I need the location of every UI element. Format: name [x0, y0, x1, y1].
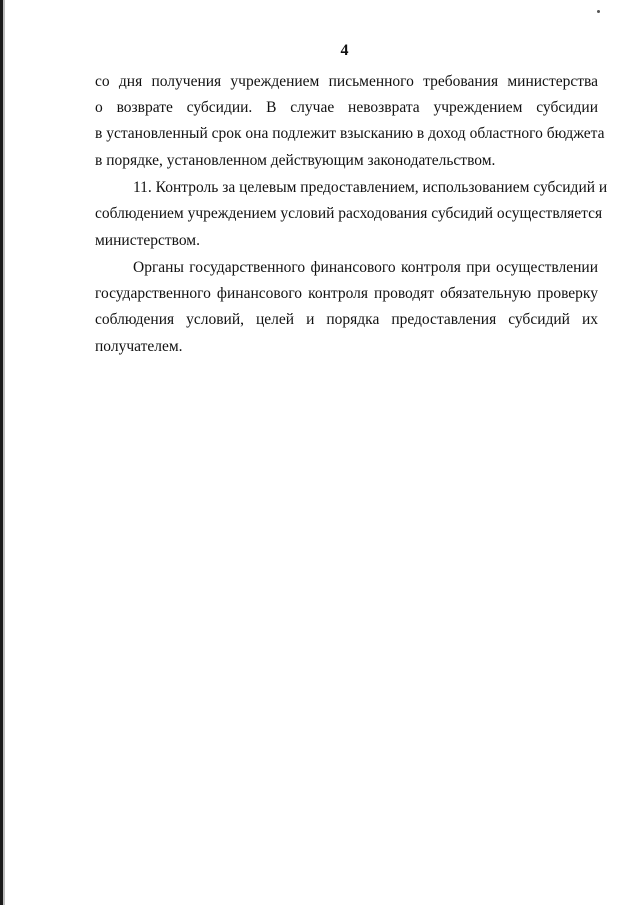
text-line-4: в порядке, установленном действующим законодательством. [95, 152, 496, 169]
page-number: 4 [340, 42, 349, 59]
text-line-10: соблюдения условий, целей и порядка предоставления субсидий их [95, 311, 598, 328]
scan-speck [597, 10, 600, 13]
text-line-9: государственного финансового контроля проводят обязательную проверку [95, 285, 598, 302]
scan-edge-shadow [3, 0, 5, 905]
text-line-1: со дня получения учреждением письменного требования министерства [95, 73, 598, 90]
text-line-5: 11. Контроль за целевым предоставлением, использованием субсидий и [133, 179, 608, 196]
text-line-7: министерством. [95, 232, 200, 249]
text-line-6: соблюдением учреждением условий расходования субсидий осуществляется [95, 205, 603, 222]
text-line-8: Органы государственного финансового контроля при осуществлении [133, 259, 598, 276]
text-line-11: получателем. [95, 338, 183, 355]
text-line-2: о возврате субсидии. В случае невозврата учреждением субсидии [95, 99, 598, 116]
text-line-3: в установленный срок она подлежит взысканию в доход областного бюджета [95, 125, 605, 142]
